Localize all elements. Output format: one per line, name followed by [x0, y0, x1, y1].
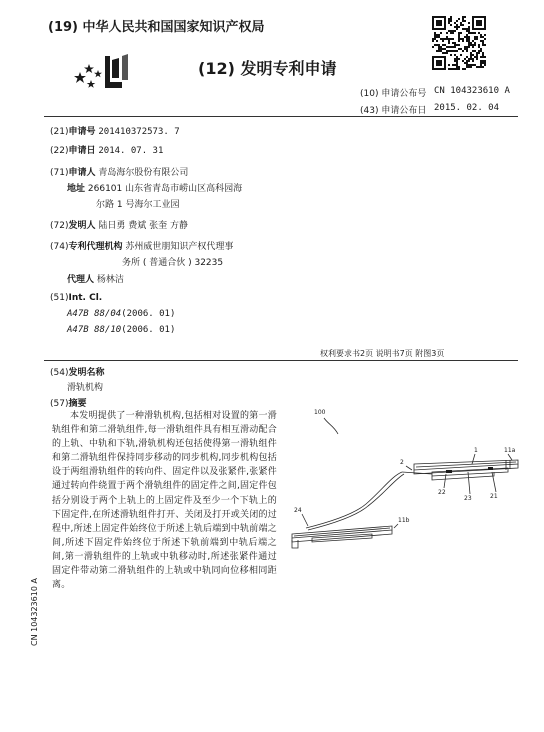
- publication-date: 2015. 02. 04: [434, 103, 500, 113]
- header-rule: [44, 116, 518, 117]
- ipc-row: [50, 293, 102, 303]
- ipc-item: [67, 325, 175, 335]
- ref-1-label: 1: [474, 447, 478, 454]
- ipc-date-2: (2006. 01): [121, 325, 176, 335]
- invention-title-row: [50, 365, 105, 378]
- publication-number: CN 104323610 A: [434, 86, 510, 96]
- inventors-code: (72): [50, 221, 69, 231]
- ref-22-label: 22: [438, 489, 446, 496]
- ref-21-label: 21: [490, 493, 498, 500]
- inventors-row: [50, 218, 188, 231]
- agency-row: [50, 239, 233, 252]
- qr-code: [432, 16, 486, 70]
- qr-code-graphic: [432, 16, 486, 70]
- page-counts: 权利要求书2页 说明书7页 附图3页: [320, 349, 445, 358]
- ref-11a-label: 11a: [504, 447, 516, 454]
- applicant-label: 申请人: [68, 168, 96, 178]
- address-line-1: 266101 山东省青岛市崂山区高科园海: [87, 184, 243, 194]
- section-rule: [44, 360, 518, 361]
- applicant-row: [50, 165, 188, 178]
- ref-24-label: 24: [294, 507, 302, 514]
- abstract-text: 本发明提供了一种滑轨机构,包括相对设置的第一滑轨组件和第二滑轨组件,每一滑轨组件具有相互滑动配合的上轨、中轨和下轨,滑轨机构还包括使得第一滑轨组件和第二滑轨组件保持同步移动的同步机构,同步机构包括设于两组滑轨组件的转向件、固定件以及张紧件,张紧件通过转向件绕置于两个滑轨组件的固定件之间,固定件包括分别设于两个上轨上的上固定件及至少一个下轨上的下固定件,在所述滑轨组件打开、关闭及打开或关闭的过程中,所述上固定件始终位于所述上轨后端到中轨前端之间,所述下固定件始终位于所述下轨前端到中轨后端之间,第一滑轨组件的上轨或中轨移动时,所述张紧件通过固定件带动第二滑轨组件的上轨或中轨同向位移相同距离。: [52, 411, 277, 591]
- ref-100-label: 100: [314, 409, 326, 416]
- ipc-label: Int. Cl.: [68, 293, 103, 303]
- side-publication-number: CN 104323610 A: [30, 578, 39, 646]
- inventors-label: 发明人: [68, 221, 96, 231]
- ref-23-label: 23: [464, 495, 472, 502]
- document-type: (12) 发明专利申请: [198, 59, 337, 78]
- agency-label: 专利代理机构: [68, 242, 123, 252]
- invention-title: 滑轨机构: [67, 383, 104, 393]
- abstract-figure: [282, 400, 522, 560]
- agency-line-2: 务所 ( 普通合伙 ) 32235: [122, 258, 224, 268]
- filing-date-code: (22): [50, 146, 69, 156]
- abstract-heading: [50, 396, 87, 409]
- ipc-class-2: A47B 88/10: [67, 325, 122, 335]
- ref-11b-label: 11b: [398, 517, 410, 524]
- agency-line-1: 苏州威世朋知识产权代理事: [125, 242, 234, 252]
- filing-date-label: 申请日: [68, 146, 96, 156]
- publication-number-label: (10) 申请公布号: [360, 89, 427, 99]
- app-no-code: (21): [50, 127, 69, 137]
- abstract-code: (57): [50, 399, 69, 409]
- cnipa-emblem-icon: [72, 50, 134, 96]
- address-row: [67, 181, 242, 194]
- publication-date-label: (43) 申请公布日: [360, 106, 427, 116]
- title-code: (54): [50, 368, 69, 378]
- ipc-item: [67, 309, 175, 319]
- title-label: 发明名称: [68, 368, 105, 378]
- filing-date-row: [50, 143, 163, 156]
- address-label: 地址: [67, 184, 86, 194]
- applicant-value: 青岛海尔股份有限公司: [98, 168, 189, 178]
- agent-row: [67, 272, 124, 285]
- agency-code: (74): [50, 242, 69, 252]
- app-no-value: 201410372573. 7: [98, 127, 180, 137]
- inventors-value: 陆日勇 费斌 张奎 方静: [98, 221, 188, 231]
- agent-label: 代理人: [67, 275, 95, 285]
- agent-value: 杨林洁: [96, 275, 124, 285]
- abstract-label: 摘要: [68, 399, 87, 409]
- app-no-label: 申请号: [68, 127, 96, 137]
- filing-date-value: 2014. 07. 31: [98, 146, 164, 156]
- ipc-code: (51): [50, 293, 69, 303]
- application-number-row: [50, 124, 180, 137]
- ipc-date-1: (2006. 01): [121, 309, 176, 319]
- applicant-code: (71): [50, 168, 69, 178]
- ref-2-label: 2: [400, 459, 404, 466]
- ipc-class-1: A47B 88/04: [67, 309, 122, 319]
- address-line-2: 尔路 1 号海尔工业园: [96, 200, 180, 210]
- issuing-authority: (19) 中华人民共和国国家知识产权局: [48, 20, 265, 35]
